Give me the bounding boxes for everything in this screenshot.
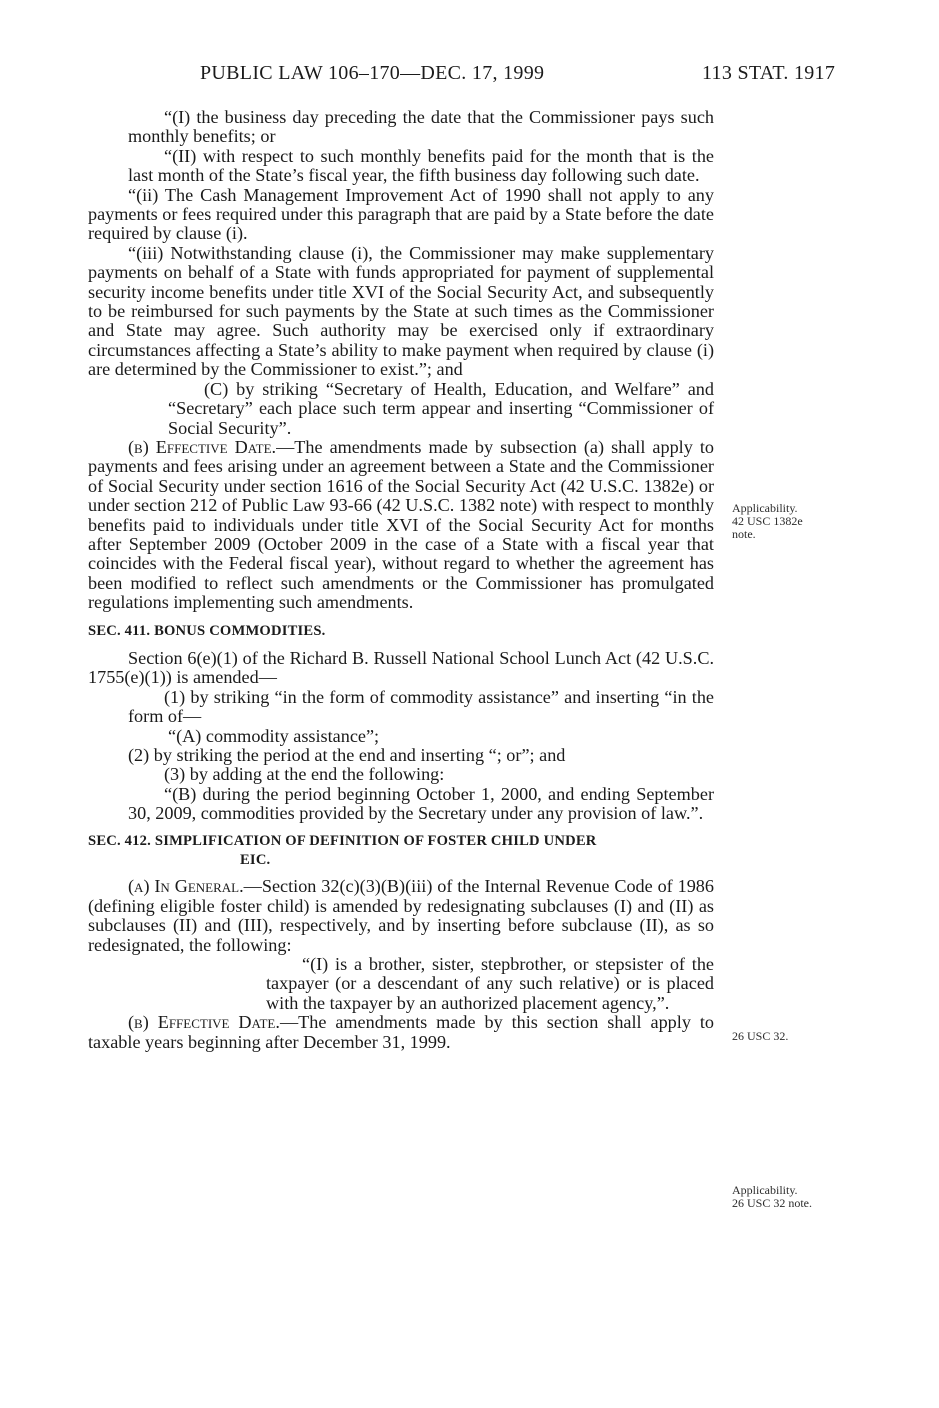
paragraph: “(ii) The Cash Management Improvement Act of 1990 shall not apply to any payments or fees required under this paragraph that are paid by a State before the date required by clause (i). (88, 184, 714, 244)
statute-page-number: 113 STAT. 1917 (702, 62, 836, 84)
margin-note-usc (732, 1030, 788, 1043)
paragraph (88, 438, 714, 613)
margin-note-line: 26 USC 32. (732, 1029, 789, 1043)
margin-note-line: 42 USC 1382e (732, 514, 803, 528)
paragraph-text: —Section 32(c)(3)(B)(iii) of the Internal Revenue Code of 1986 (defining eligible foster child) is amended by redesignating subclauses (I) and (II) as subclauses (II) and (III), respectively, and by inserting before subclause (II), as so redesignated, the following: (88, 876, 714, 955)
paragraph: “(A) commodity assistance”; (168, 725, 380, 746)
subsection-heading: (b) Effective Date. (128, 1012, 280, 1033)
paragraph-text: —The amendments made by this section shall apply to taxable years beginning after December 31, 1999. (88, 1012, 714, 1052)
paragraph (88, 877, 714, 955)
running-header (0, 62, 939, 88)
section-heading: SEC. 411. BONUS COMMODITIES. (88, 622, 326, 639)
section-heading-line: SEC. 412. SIMPLIFICATION OF DEFINITION OF FOSTER CHILD UNDER (88, 832, 597, 849)
quoted-text: “(I) is a brother, sister, stepbrother, or stepsister of the taxpayer (or a descendant of any such relative) or is placed with the taxpayer by an authorized placement agency,”. (266, 954, 714, 1013)
law-citation: PUBLIC LAW 106–170—DEC. 17, 1999 (200, 62, 545, 84)
paragraph: (3) by adding at the end the following: (164, 764, 445, 785)
paragraph (88, 1013, 714, 1052)
margin-note-line: 26 USC 32 note. (732, 1196, 813, 1210)
subsection-heading: (a) In General. (128, 876, 244, 897)
paragraph: “(iii) Notwithstanding clause (i), the Commissioner may make supplementary payments on behalf of a State with funds appropriated for payment of supplemental security income benefits under title XVI of the Social Security Act, and subsequently to be reimbursed for such payments by the State at such times as the Commissioner and State may agree. Such authority may be exercised only if extraordinary circumstances affecting a State’s ability to make payment when required by clause (i) are determined by the Commissioner to exist.”; and (88, 242, 714, 380)
body-text (88, 108, 714, 1052)
margin-note-line: Applicability. (732, 1183, 798, 1197)
paragraph: Section 6(e)(1) of the Richard B. Russell National School Lunch Act (42 U.S.C. 1755(e)(1)) is amended— (88, 647, 714, 688)
margin-note-line: note. (732, 527, 756, 541)
paragraph: “(I) the business day preceding the date that the Commissioner pays such monthly benefits; or (128, 107, 714, 147)
section-heading-line: EIC. (240, 852, 271, 869)
paragraph: (C) by striking “Secretary of Health, Education, and Welfare” and “Secretary” each place such term appear and inserting “Commissioner of Social Security”. (168, 378, 714, 438)
margin-note-line: Applicability. (732, 501, 798, 515)
margin-note-applicability (732, 1184, 812, 1210)
section-heading (88, 832, 714, 871)
paragraph-text: —The amendments made by subsection (a) shall apply to payments and fees arising under an agreement between a State and the Commissioner of Social Security under section 1616 of the Social Security Act (42 U.S.C. 1382e) or under section 212 of Public Law 93-66 (42 U.S.C. 1382 note) with respect to monthly benefits paid to individuals under title XVI of the Social Security Act for months after September 2009 (October 2009 in the case of a State with a fiscal year that coincides with the Federal fiscal year), without regard to whether the agreement has been modified to reflect such amendments or the Commissioner has promulgated regulations implementing such amendments. (88, 436, 714, 613)
paragraph: “(B) during the period beginning October 1, 2000, and ending September 30, 2009, commodities provided by the Secretary under any provision of law.”. (128, 783, 714, 824)
paragraph: (1) by striking “in the form of commodity assistance” and inserting “in the form of— (128, 686, 714, 727)
paragraph: (2) by striking the period at the end and inserting “; or”; and (128, 745, 566, 765)
paragraph: “(II) with respect to such monthly benefits paid for the month that is the last month of the State’s fiscal year, the fifth business day following such date. (128, 145, 714, 186)
subsection-heading: (b) Effective Date. (128, 436, 277, 457)
margin-note-applicability (732, 502, 803, 541)
